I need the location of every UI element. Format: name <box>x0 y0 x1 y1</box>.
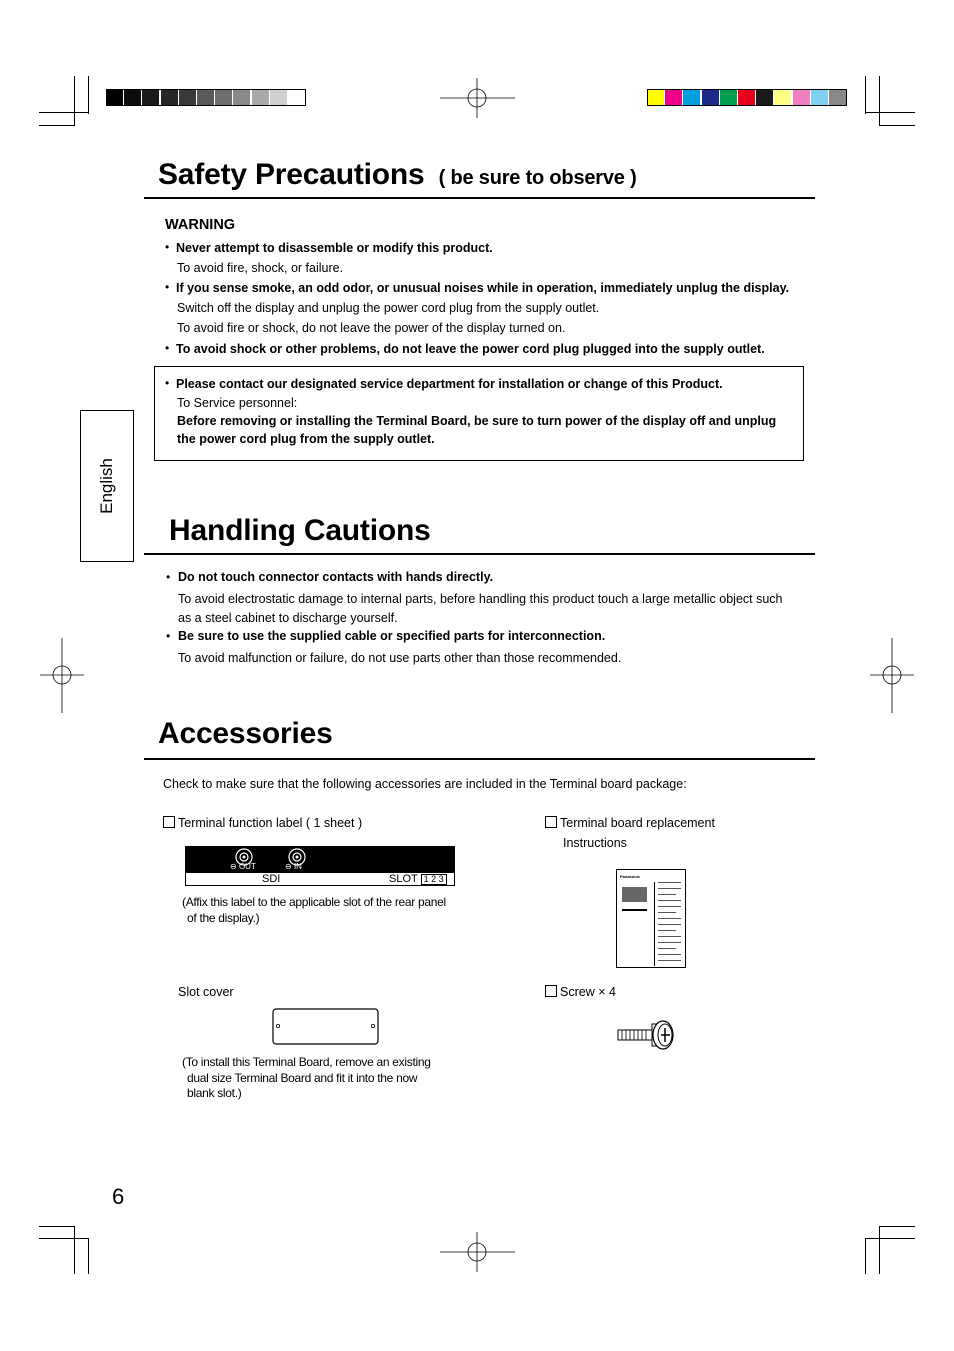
accessory-label-item <box>163 813 362 833</box>
booklet-text-line <box>658 936 681 937</box>
accessories-rule <box>144 758 815 760</box>
slot-cover-note-1: (To install this Terminal Board, remove an existing <box>182 1055 431 1069</box>
handling-item-1-line-1: To avoid electrostatic damage to internal parts, before handling this product touch a large metallic object such <box>178 592 783 606</box>
handling-rule <box>144 553 815 555</box>
instructions-booklet-graphic <box>616 869 686 968</box>
slot-cover-graphic <box>272 1008 379 1045</box>
accessory-slot-cover-item: Slot cover <box>178 985 234 999</box>
checkbox-icon <box>163 816 175 828</box>
accessories-intro: Check to make sure that the following accessories are included in the Terminal board package: <box>163 777 687 791</box>
safety-title <box>158 158 637 192</box>
safety-subtitle: ( be sure to observe ) <box>438 167 637 189</box>
language-side-tab <box>80 410 134 562</box>
booklet-text-line <box>658 924 681 925</box>
safety-item-1-bold: Never attempt to disassemble or modify this product. <box>176 241 493 255</box>
handling-title: Handling Cautions <box>169 514 431 547</box>
label-slot-numbers: 1 2 3 <box>421 874 447 885</box>
language-side-tab-label: English <box>97 458 116 514</box>
booklet-brand: Panasonic <box>620 874 641 879</box>
safety-item-2-bold: If you sense smoke, an odd odor, or unusual noises while in operation, immediately unplug the display. <box>176 281 790 295</box>
booklet-text-line <box>658 918 681 919</box>
registration-mark-left <box>40 638 84 713</box>
safety-item-1-line-1: To avoid fire, shock, or failure. <box>177 261 344 275</box>
booklet-text-line <box>658 960 681 961</box>
booklet-text-line <box>658 954 681 955</box>
label-in-text: ⊖ IN <box>285 862 302 871</box>
warning-heading: WARNING <box>165 217 236 233</box>
label-note-1: (Affix this label to the applicable slot of the rear panel <box>182 895 446 909</box>
safety-rule <box>144 197 815 199</box>
accessory-screw-item <box>545 982 616 1002</box>
registration-mark-bottom <box>440 1232 515 1272</box>
service-notice-bold-1: Please contact our designated service department for installation or change of this Product. <box>176 377 723 391</box>
label-in-value: IN <box>293 862 302 871</box>
bullet-icon: • <box>165 280 170 294</box>
label-slot-value: SLOT <box>389 873 418 885</box>
accessory-screw-text: Screw × 4 <box>560 985 616 999</box>
accessory-instructions-text-1: Terminal board replacement <box>560 816 715 830</box>
label-out-text: ⊖ OUT <box>230 862 256 871</box>
bullet-icon: • <box>165 376 170 390</box>
label-slot-text <box>389 873 447 886</box>
booklet-cover-bar <box>622 909 647 911</box>
checkbox-icon <box>545 816 557 828</box>
accessory-label-text: Terminal function label ( 1 sheet ) <box>178 816 363 830</box>
slot-cover-note-3: blank slot.) <box>187 1086 242 1100</box>
safety-item-3-bold: To avoid shock or other problems, do not leave the power cord plug plugged into the supply outlet. <box>176 342 765 356</box>
bullet-icon: • <box>166 570 171 584</box>
label-dark-band <box>186 847 454 873</box>
bullet-icon: • <box>165 240 170 254</box>
booklet-text-line <box>658 906 681 907</box>
booklet-text-line <box>658 882 681 883</box>
handling-item-2-line-1: To avoid malfunction or failure, do not use parts other than those recommended. <box>178 651 622 665</box>
safety-title-text: Safety Precautions <box>158 158 425 191</box>
label-out-value: OUT <box>238 862 256 871</box>
label-note-2: of the display.) <box>187 911 260 925</box>
label-sdi-text: SDI <box>262 873 281 885</box>
booklet-text-line <box>658 900 681 901</box>
bullet-icon: • <box>165 341 170 355</box>
booklet-cover-image <box>622 887 647 902</box>
registration-mark-right <box>870 638 914 713</box>
handling-item-2-bold: Be sure to use the supplied cable or specified parts for interconnection. <box>178 629 606 643</box>
booklet-text-line <box>658 894 676 895</box>
accessory-instructions-text-2: Instructions <box>563 836 627 850</box>
booklet-text-line <box>658 888 681 889</box>
bullet-icon: • <box>166 629 171 643</box>
gray-bar-outline <box>106 89 306 106</box>
booklet-text-line <box>658 948 676 949</box>
service-notice-normal: To Service personnel: <box>177 396 298 410</box>
page-number: 6 <box>112 1184 125 1209</box>
safety-item-2-line-1: Switch off the display and unplug the power cord plug from the supply outlet. <box>177 301 600 315</box>
handling-item-1-bold: Do not touch connector contacts with hands directly. <box>178 570 494 584</box>
booklet-text-line <box>658 942 681 943</box>
color-bar-outline <box>647 89 847 106</box>
safety-item-2-line-2: To avoid fire or shock, do not leave the power of the display turned on. <box>177 321 566 335</box>
booklet-text-line <box>658 930 676 931</box>
checkbox-icon <box>545 985 557 997</box>
service-notice-bold-2b: the power cord plug from the supply outlet. <box>177 432 435 446</box>
handling-item-1-line-2: as a steel cabinet to discharge yourself. <box>178 611 398 625</box>
service-notice-bold-2a: Before removing or installing the Terminal Board, be sure to turn power of the display off and unplug <box>177 414 777 428</box>
accessories-title: Accessories <box>158 717 333 750</box>
slot-cover-note-2: dual size Terminal Board and fit it into the now <box>187 1071 418 1085</box>
screw-icon <box>616 1018 676 1052</box>
terminal-function-label-graphic <box>185 846 455 886</box>
registration-mark-top <box>440 78 515 118</box>
booklet-text-line <box>658 912 676 913</box>
accessory-instructions-item <box>545 813 715 833</box>
booklet-text-column <box>654 882 683 966</box>
